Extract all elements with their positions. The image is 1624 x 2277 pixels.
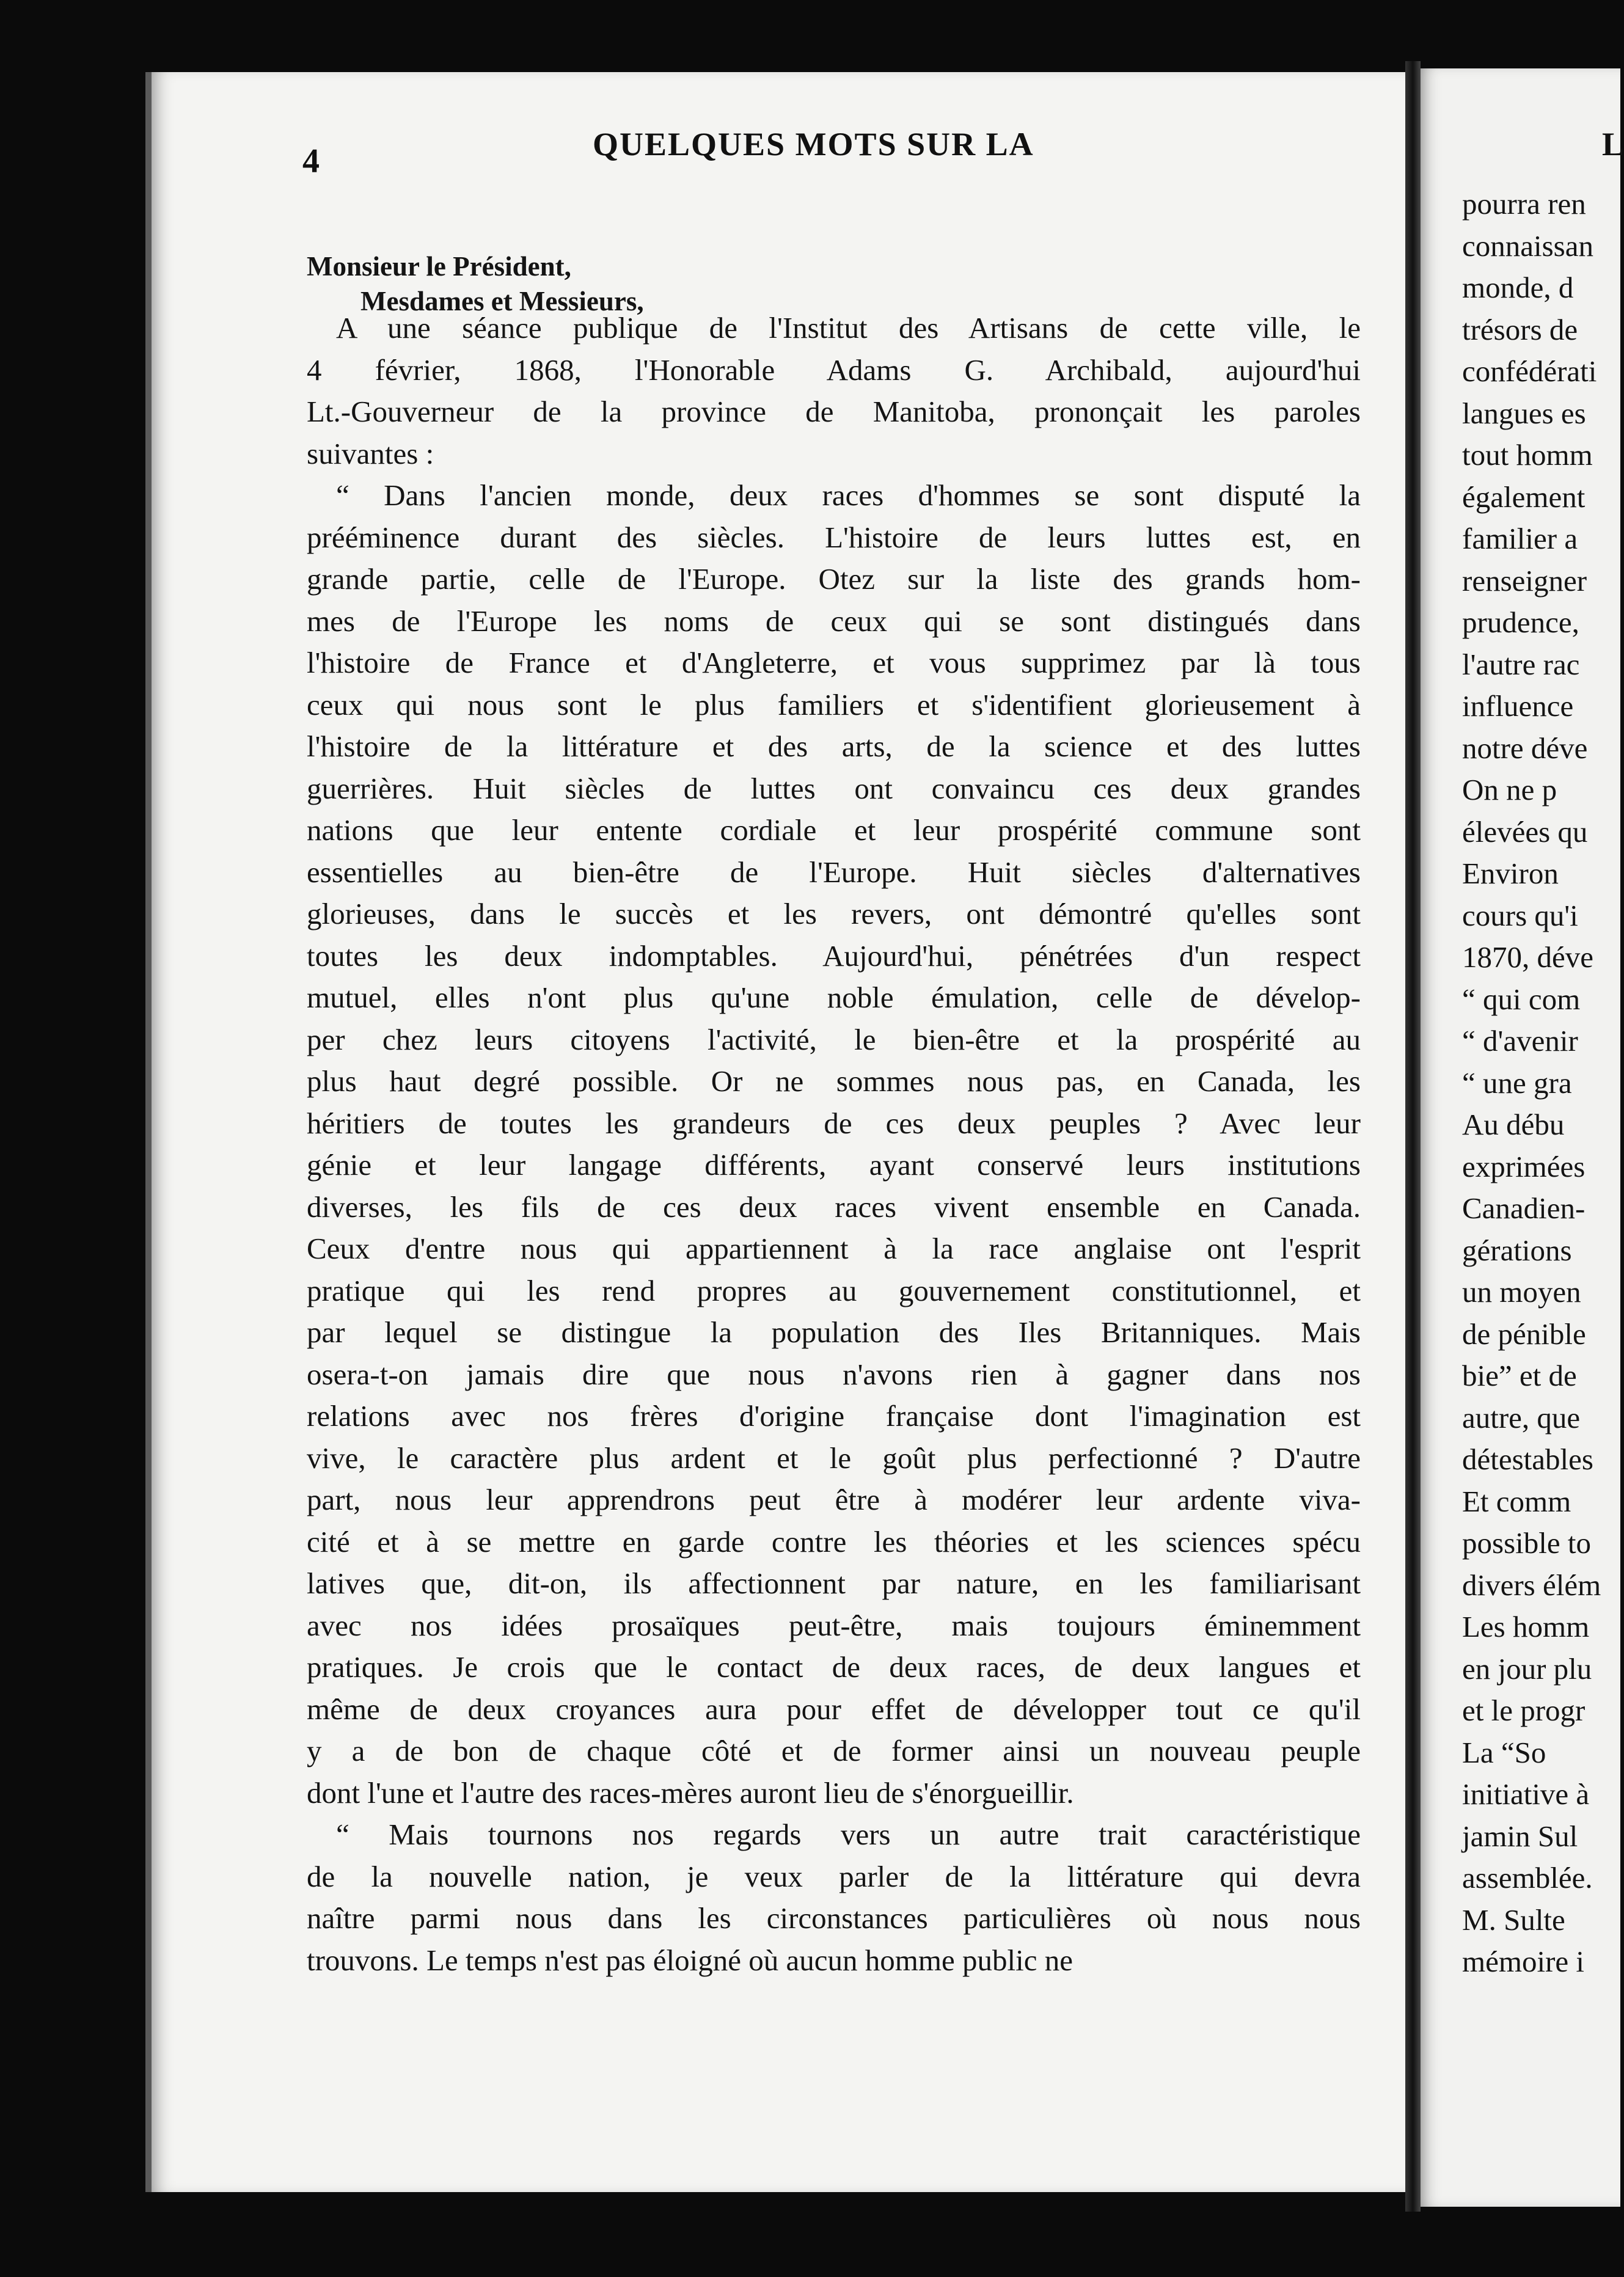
text-line: naître parmi nous dans les circonstances particulières où nous nous — [307, 1901, 1361, 1935]
text-line: vive, le caractère plus ardent et le goût plus perfectionné ? D'autre — [307, 1441, 1361, 1475]
right-text-line: exprimées — [1462, 1149, 1586, 1183]
text-line: par lequel se distingue la population des Iles Britanniques. Mais — [307, 1315, 1361, 1349]
right-text-line: cours qu'i — [1462, 898, 1578, 932]
right-text-line: M. Sulte — [1462, 1902, 1565, 1937]
text-line: grande partie, celle de l'Europe. Otez sur la liste des grands hom- — [307, 562, 1361, 596]
book-gutter — [1405, 61, 1421, 2212]
right-text-line: assemblée. — [1462, 1861, 1593, 1895]
text-line: part, nous leur apprendrons peut être à modérer leur ardente viva- — [307, 1483, 1361, 1516]
text-line: mes de l'Europe les noms de ceux qui se sont distingués dans — [307, 604, 1361, 638]
right-page-text — [1462, 183, 1620, 1983]
right-text-line: influence — [1462, 689, 1574, 723]
text-line: nations que leur entente cordiale et leur prospérité commune sont — [307, 813, 1361, 847]
text-line: héritiers de toutes les grandeurs de ces deux peuples ? Avec leur — [307, 1106, 1361, 1140]
text-line: même de deux croyances aura pour effet de développer tout ce qu'il — [307, 1692, 1361, 1726]
right-text-line: 1870, déve — [1462, 940, 1593, 974]
text-line: suivantes : — [307, 436, 434, 470]
right-text-line: confédérati — [1462, 354, 1597, 388]
text-line: l'histoire de la littérature et des arts, de la science et des luttes — [307, 729, 1361, 763]
text-line: essentielles au bien-être de l'Europe. Huit siècles d'alternatives — [307, 855, 1361, 889]
text-line: toutes les deux indomptables. Aujourd'hui, pénétrées d'un respect — [307, 938, 1361, 973]
right-text-line: élevées qu — [1462, 814, 1588, 849]
right-text-line: détestables — [1462, 1442, 1593, 1476]
salutation-line-2: Mesdames et Messieurs, — [360, 286, 644, 316]
text-line: de la nouvelle nation, je veux parler de la littérature qui devra — [307, 1859, 1361, 1893]
right-text-line: familier a — [1462, 522, 1578, 555]
right-text-line: et le progr — [1462, 1694, 1586, 1727]
text-line: “ Dans l'ancien monde, deux races d'hommes se sont disputé la — [336, 478, 1361, 512]
text-line: l'histoire de France et d'Angleterre, et vous supprimez par là tous — [307, 646, 1361, 679]
right-text-line: autre, que — [1462, 1400, 1581, 1435]
text-line: trouvons. Le temps n'est pas éloigné où aucun homme public ne — [307, 1943, 1073, 1977]
right-text-line: jamin Sul — [1462, 1819, 1578, 1853]
right-text-line: possible to — [1462, 1526, 1591, 1560]
right-text-line: monde, d — [1462, 271, 1574, 304]
right-text-line: “ qui com — [1462, 982, 1581, 1016]
right-text-line: divers élém — [1462, 1568, 1601, 1602]
text-line: y a de bon de chaque côté et de former ainsi un nouveau peuple — [307, 1734, 1361, 1767]
right-text-line: connaissan — [1462, 228, 1593, 263]
right-text-line: langues es — [1462, 396, 1586, 430]
text-line: relations avec nos frères d'origine française dont l'imagination est — [307, 1399, 1361, 1433]
text-line: glorieuses, dans le succès et les revers, ont démontré qu'elles sont — [307, 897, 1361, 930]
right-text-line: en jour plu — [1462, 1651, 1592, 1686]
page-number: 4 — [302, 142, 320, 180]
right-text-line: “ une gra — [1462, 1065, 1572, 1100]
right-text-line: “ d'avenir — [1462, 1024, 1578, 1058]
right-running-head: L — [1602, 126, 1624, 163]
right-text-line: initiative à — [1462, 1777, 1590, 1811]
right-text-line: Environ — [1462, 857, 1559, 890]
text-line: prééminence durant des siècles. L'histoire de leurs luttes est, en — [307, 520, 1361, 554]
right-text-line: Canadien- — [1462, 1191, 1586, 1225]
right-text-line: prudence, — [1462, 605, 1579, 639]
text-line: pratique qui les rend propres au gouvernement constitutionnel, et — [307, 1273, 1361, 1307]
text-line: 4 février, 1868, l'Honorable Adams G. Archibald, aujourd'hui — [307, 353, 1361, 387]
right-text-line: gérations — [1462, 1233, 1572, 1267]
text-line: cité et à se mettre en garde contre les théories et les sciences spécu — [307, 1524, 1361, 1559]
salutation-line-1: Monsieur le Président, — [307, 251, 571, 282]
body-text — [307, 307, 1361, 1981]
right-text-line: de pénible — [1462, 1317, 1586, 1351]
text-line: A une séance publique de l'Institut des Artisans de cette ville, le — [336, 311, 1361, 345]
right-text-line: un moyen — [1462, 1275, 1581, 1309]
right-text-line: trésors de — [1462, 312, 1578, 346]
text-line: mutuel, elles n'ont plus qu'une noble émulation, celle de dévelop- — [307, 981, 1361, 1014]
text-line: génie et leur langage différents, ayant conservé leurs institutions — [307, 1148, 1361, 1182]
text-line: latives que, dit-on, ils affectionnent par nature, en les familiarisant — [307, 1566, 1361, 1600]
right-text-line: Au débu — [1462, 1108, 1565, 1141]
right-text-line: renseigner — [1462, 563, 1587, 598]
right-text-line: Et comm — [1462, 1484, 1571, 1518]
right-text-line: bie” et de — [1462, 1359, 1577, 1392]
text-line: diverses, les fils de ces deux races vivent ensemble en Canada. — [307, 1190, 1361, 1224]
text-line: avec nos idées prosaïques peut-être, mais toujours éminemment — [307, 1608, 1361, 1642]
text-line: plus haut degré possible. Or ne sommes nous pas, en Canada, les — [307, 1064, 1361, 1098]
text-line: osera-t-on jamais dire que nous n'avons rien à gagner dans nos — [307, 1357, 1361, 1391]
text-line: pratiques. Je crois que le contact de deux races, de deux langues et — [307, 1650, 1361, 1684]
text-line: Lt.-Gouverneur de la province de Manitoba, prononçait les paroles — [307, 395, 1361, 428]
text-line: per chez leurs citoyens l'activité, le bien-être et la prospérité au — [307, 1022, 1361, 1056]
right-text-line: On ne p — [1462, 773, 1557, 806]
text-line: dont l'une et l'autre des races-mères auront lieu de s'énorgueillir. — [307, 1775, 1074, 1810]
right-text-line: La “So — [1462, 1735, 1546, 1769]
running-head: QUELQUES MOTS SUR LA — [593, 126, 1034, 163]
text-line: Ceux d'entre nous qui appartiennent à la race anglaise ont l'esprit — [307, 1232, 1361, 1265]
right-text-line: l'autre rac — [1462, 647, 1580, 681]
right-text-line: tout homm — [1462, 438, 1593, 472]
right-text-line: notre déve — [1462, 731, 1588, 765]
right-text-line: pourra ren — [1462, 187, 1586, 221]
text-line: guerrières. Huit siècles de luttes ont convaincu ces deux grandes — [307, 771, 1361, 805]
text-line: “ Mais tournons nos regards vers un autre trait caractéristique — [336, 1818, 1361, 1851]
right-text-line: mémoire i — [1462, 1945, 1585, 1978]
right-text-line: également — [1462, 480, 1586, 514]
right-text-line: Les homm — [1462, 1610, 1590, 1643]
text-line: ceux qui nous sont le plus familiers et s'identifient glorieusement à — [307, 687, 1361, 722]
